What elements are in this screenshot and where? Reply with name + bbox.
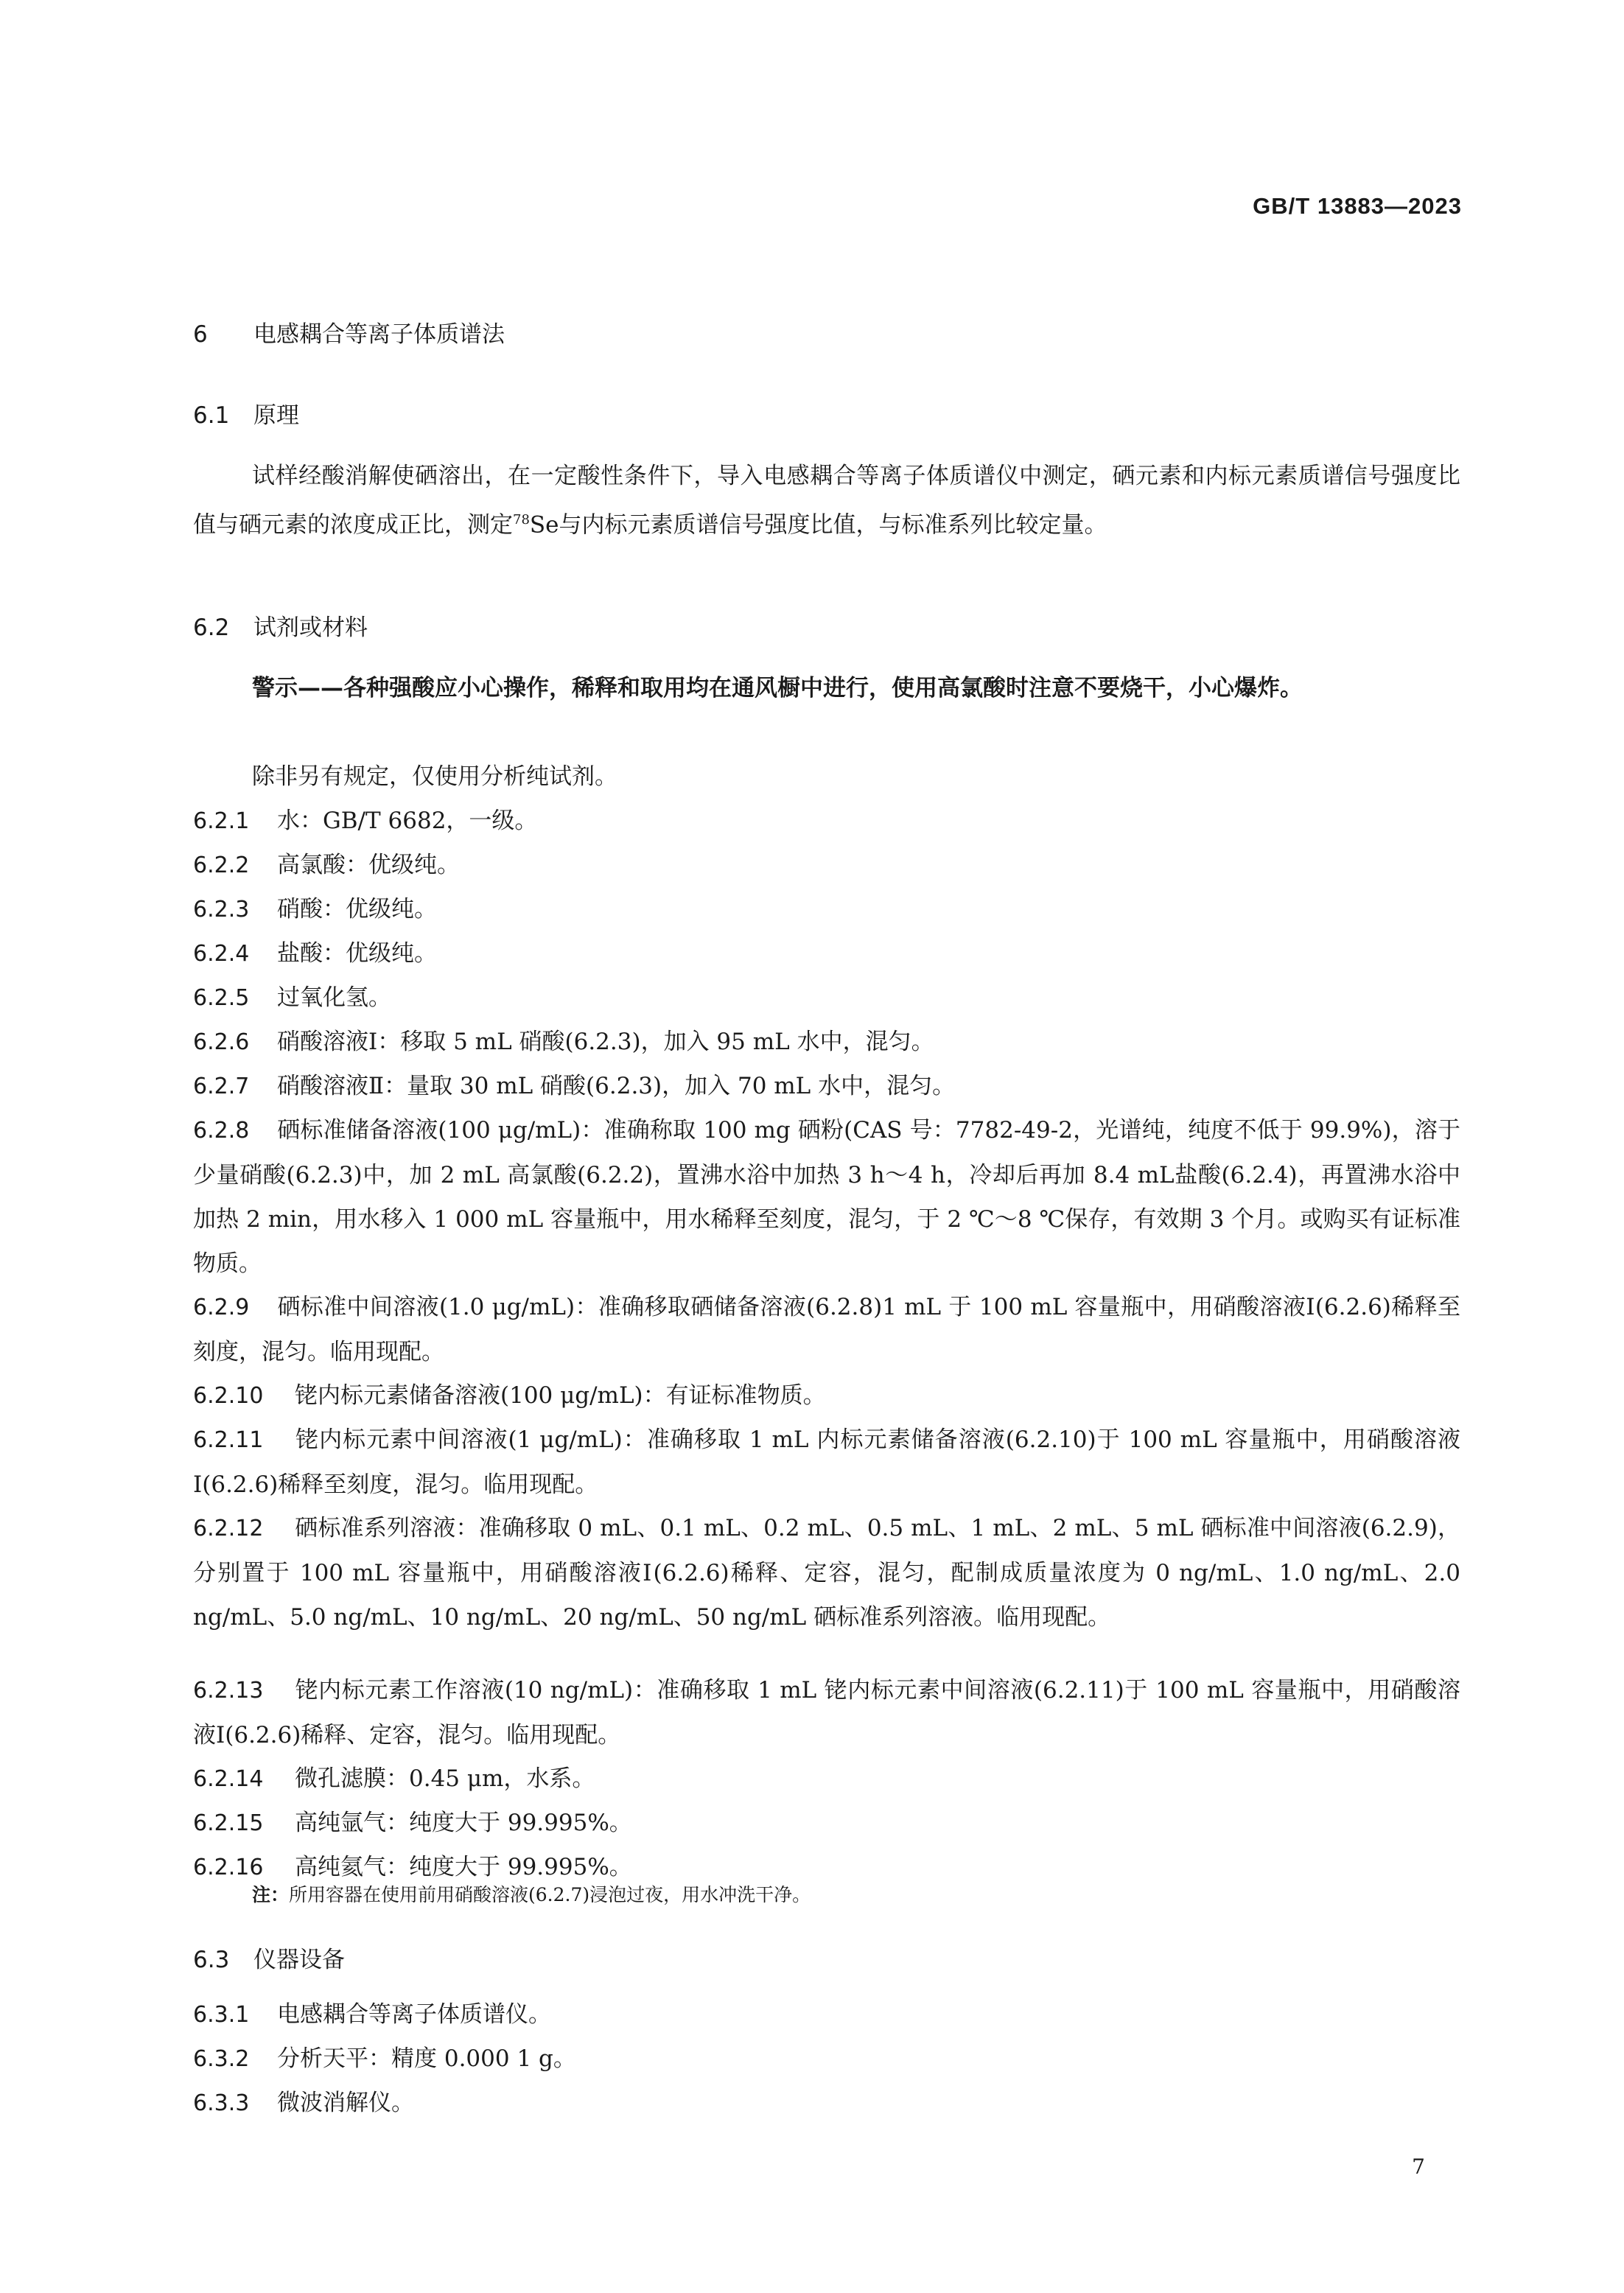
item-text: 硝酸：优级纯。 [277, 896, 437, 923]
item-number: 6.2.13 [193, 1678, 264, 1704]
reagent-item [193, 799, 1460, 844]
item-text: 微波消解仪。 [277, 2090, 414, 2116]
section-title: 仪器设备 [253, 1947, 345, 1973]
item-number: 6.2.5 [193, 985, 250, 1011]
section-title: 试剂或材料 [253, 615, 368, 641]
item-text: 过氧化氢。 [277, 984, 391, 1011]
note-label: 注： [252, 1884, 290, 1905]
item-number: 6.2.7 [193, 1074, 250, 1099]
item-number: 6.2.16 [193, 1855, 264, 1880]
section-6-1-heading [193, 396, 299, 430]
principle-text: 试样经酸消解使硒溶出，在一定酸性条件下，导入电感耦合等离子体质谱仪中测定，硒元素和内标元素质谱信号强度比值与硒元素的浓度成正比，测定 [193, 463, 1460, 539]
section-title: 原理 [253, 402, 299, 429]
item-number: 6.2.2 [193, 853, 250, 878]
reagent-item [193, 1285, 1460, 1374]
item-number: 6.2.1 [193, 808, 250, 834]
section-number: 6 [193, 321, 208, 348]
section-number: 6.2 [193, 615, 230, 641]
item-text: 铑内标元素储备溶液(100 μg/mL)：有证标准物质。 [295, 1382, 826, 1409]
item-text: 高纯氦气：纯度大于 99.995%。 [295, 1854, 632, 1880]
reagent-item [193, 1757, 1460, 1802]
reagent-item [193, 1801, 1460, 1846]
reagent-item [193, 1506, 1460, 1639]
reagent-item [193, 1108, 1460, 1286]
item-text: 铑内标元素中间溶液(1 μg/mL)：准确移取 1 mL 内标元素储备溶液(6.2.10)于 100 mL 容量瓶中，用硝酸溶液Ⅰ(6.2.6)稀释至刻度，混匀。临用现配。 [193, 1426, 1460, 1498]
item-number: 6.3.1 [193, 2002, 250, 2028]
item-text: 硝酸溶液Ⅱ：量取 30 mL 硝酸(6.2.3)，加入 70 mL 水中，混匀。 [277, 1073, 956, 1099]
item-text: 硒标准中间溶液(1.0 μg/mL)：准确移取硒储备溶液(6.2.8)1 mL 于 100 mL 容量瓶中，用硝酸溶液Ⅰ(6.2.6)稀释至刻度，混匀。临用现配。 [193, 1294, 1460, 1365]
item-number: 6.2.11 [193, 1427, 264, 1453]
item-number: 6.2.8 [193, 1118, 250, 1144]
item-text: 硒标准系列溶液：准确移取 0 mL、0.1 mL、0.2 mL、0.5 mL、1 mL、2 mL、5 mL 硒标准中间溶液(6.2.9)，分别置于 100 mL 容量瓶中，用硝酸溶液Ⅰ(6.2.6)稀释、定容，混匀，配制成质量浓度为 0 ng/mL、1.0 ng/mL、2.0 ng/mL、5.0 ng/mL、10 ng/mL、20 ng/mL、50 ng/mL 硒标准系列溶液。临用现配。 [193, 1515, 1460, 1631]
item-text: 硝酸溶液Ⅰ：移取 5 mL 硝酸(6.2.3)，加入 95 mL 水中，混匀。 [277, 1029, 934, 1055]
reagent-item [193, 1373, 1460, 1418]
item-number: 6.2.9 [193, 1295, 250, 1320]
item-number: 6.3.3 [193, 2090, 250, 2116]
equipment-item [193, 1992, 1460, 2037]
item-text: 微孔滤膜：0.45 μm，水系。 [295, 1765, 595, 1792]
item-text: 高纯氩气：纯度大于 99.995%。 [295, 1810, 632, 1836]
equipment-item [193, 2037, 1460, 2082]
reagent-item [193, 1020, 1460, 1065]
note-text: 所用容器在使用前用硝酸溶液(6.2.7)浸泡过夜，用水冲洗干净。 [289, 1884, 811, 1905]
section-number: 6.3 [193, 1947, 230, 1973]
equipment-item [193, 2081, 1460, 2126]
item-text: 水：GB/T 6682，一级。 [277, 808, 538, 834]
item-number: 6.2.4 [193, 941, 250, 967]
isotope-superscript: 78 [513, 512, 530, 528]
section-title: 电感耦合等离子体质谱法 [253, 321, 505, 348]
section-6-3-heading [193, 1941, 345, 1974]
section-6-heading [193, 315, 505, 349]
principle-paragraph [193, 454, 1460, 547]
page-number: 7 [1412, 2154, 1425, 2179]
item-number: 6.2.10 [193, 1383, 264, 1409]
reagent-item [193, 1668, 1460, 1757]
item-text: 铑内标元素工作溶液(10 ng/mL)：准确移取 1 mL 铑内标元素中间溶液(6.2.11)于 100 mL 容量瓶中，用硝酸溶液Ⅰ(6.2.6)稀释、定容，混匀。临用现配。 [193, 1677, 1460, 1748]
warning-paragraph: 警示——各种强酸应小心操作，稀释和取用均在通风橱中进行，使用高氯酸时注意不要烧干，小心爆炸。 [252, 675, 1303, 701]
note [252, 1880, 1460, 1910]
item-number: 6.2.3 [193, 897, 250, 923]
reagent-item [193, 931, 1460, 976]
reagent-item [193, 976, 1460, 1021]
general-statement: 除非另有规定，仅使用分析纯试剂。 [252, 763, 617, 790]
item-text: 高氯酸：优级纯。 [277, 852, 460, 878]
item-text: 分析天平：精度 0.000 1 g。 [277, 2045, 576, 2072]
reagent-item [193, 1064, 1460, 1109]
item-number: 6.2.15 [193, 1810, 264, 1836]
item-text: 盐酸：优级纯。 [277, 940, 437, 967]
item-number: 6.2.12 [193, 1516, 264, 1541]
reagent-item [193, 843, 1460, 888]
section-number: 6.1 [193, 402, 230, 429]
item-number: 6.2.6 [193, 1029, 250, 1055]
item-number: 6.3.2 [193, 2046, 250, 2072]
item-text: 硒标准储备溶液(100 μg/mL)：准确称取 100 mg 硒粉(CAS 号：7782-49-2，光谱纯，纯度不低于 99.9%)，溶于少量硝酸(6.2.3)中，加 2 mL 高氯酸(6.2.2)，置沸水浴中加热 3 h～4 h，冷却后再加 8.4 mL盐酸(6.2.4)，再置沸水浴中加热 2 min，用水移入 1 000 mL 容量瓶中，用水稀释至刻度，混匀，于 2 ℃～8 ℃保存，有效期 3 个月。或购买有证标准物质。 [193, 1117, 1460, 1277]
document-code: GB/T 13883—2023 [1253, 193, 1462, 219]
item-number: 6.2.14 [193, 1766, 264, 1792]
reagent-item [193, 1418, 1460, 1507]
item-text: 电感耦合等离子体质谱仪。 [277, 2001, 551, 2028]
reagent-item [193, 887, 1460, 932]
principle-text-2: Se与内标元素质谱信号强度比值，与标准系列比较定量。 [529, 511, 1107, 539]
section-6-2-heading [193, 609, 368, 642]
